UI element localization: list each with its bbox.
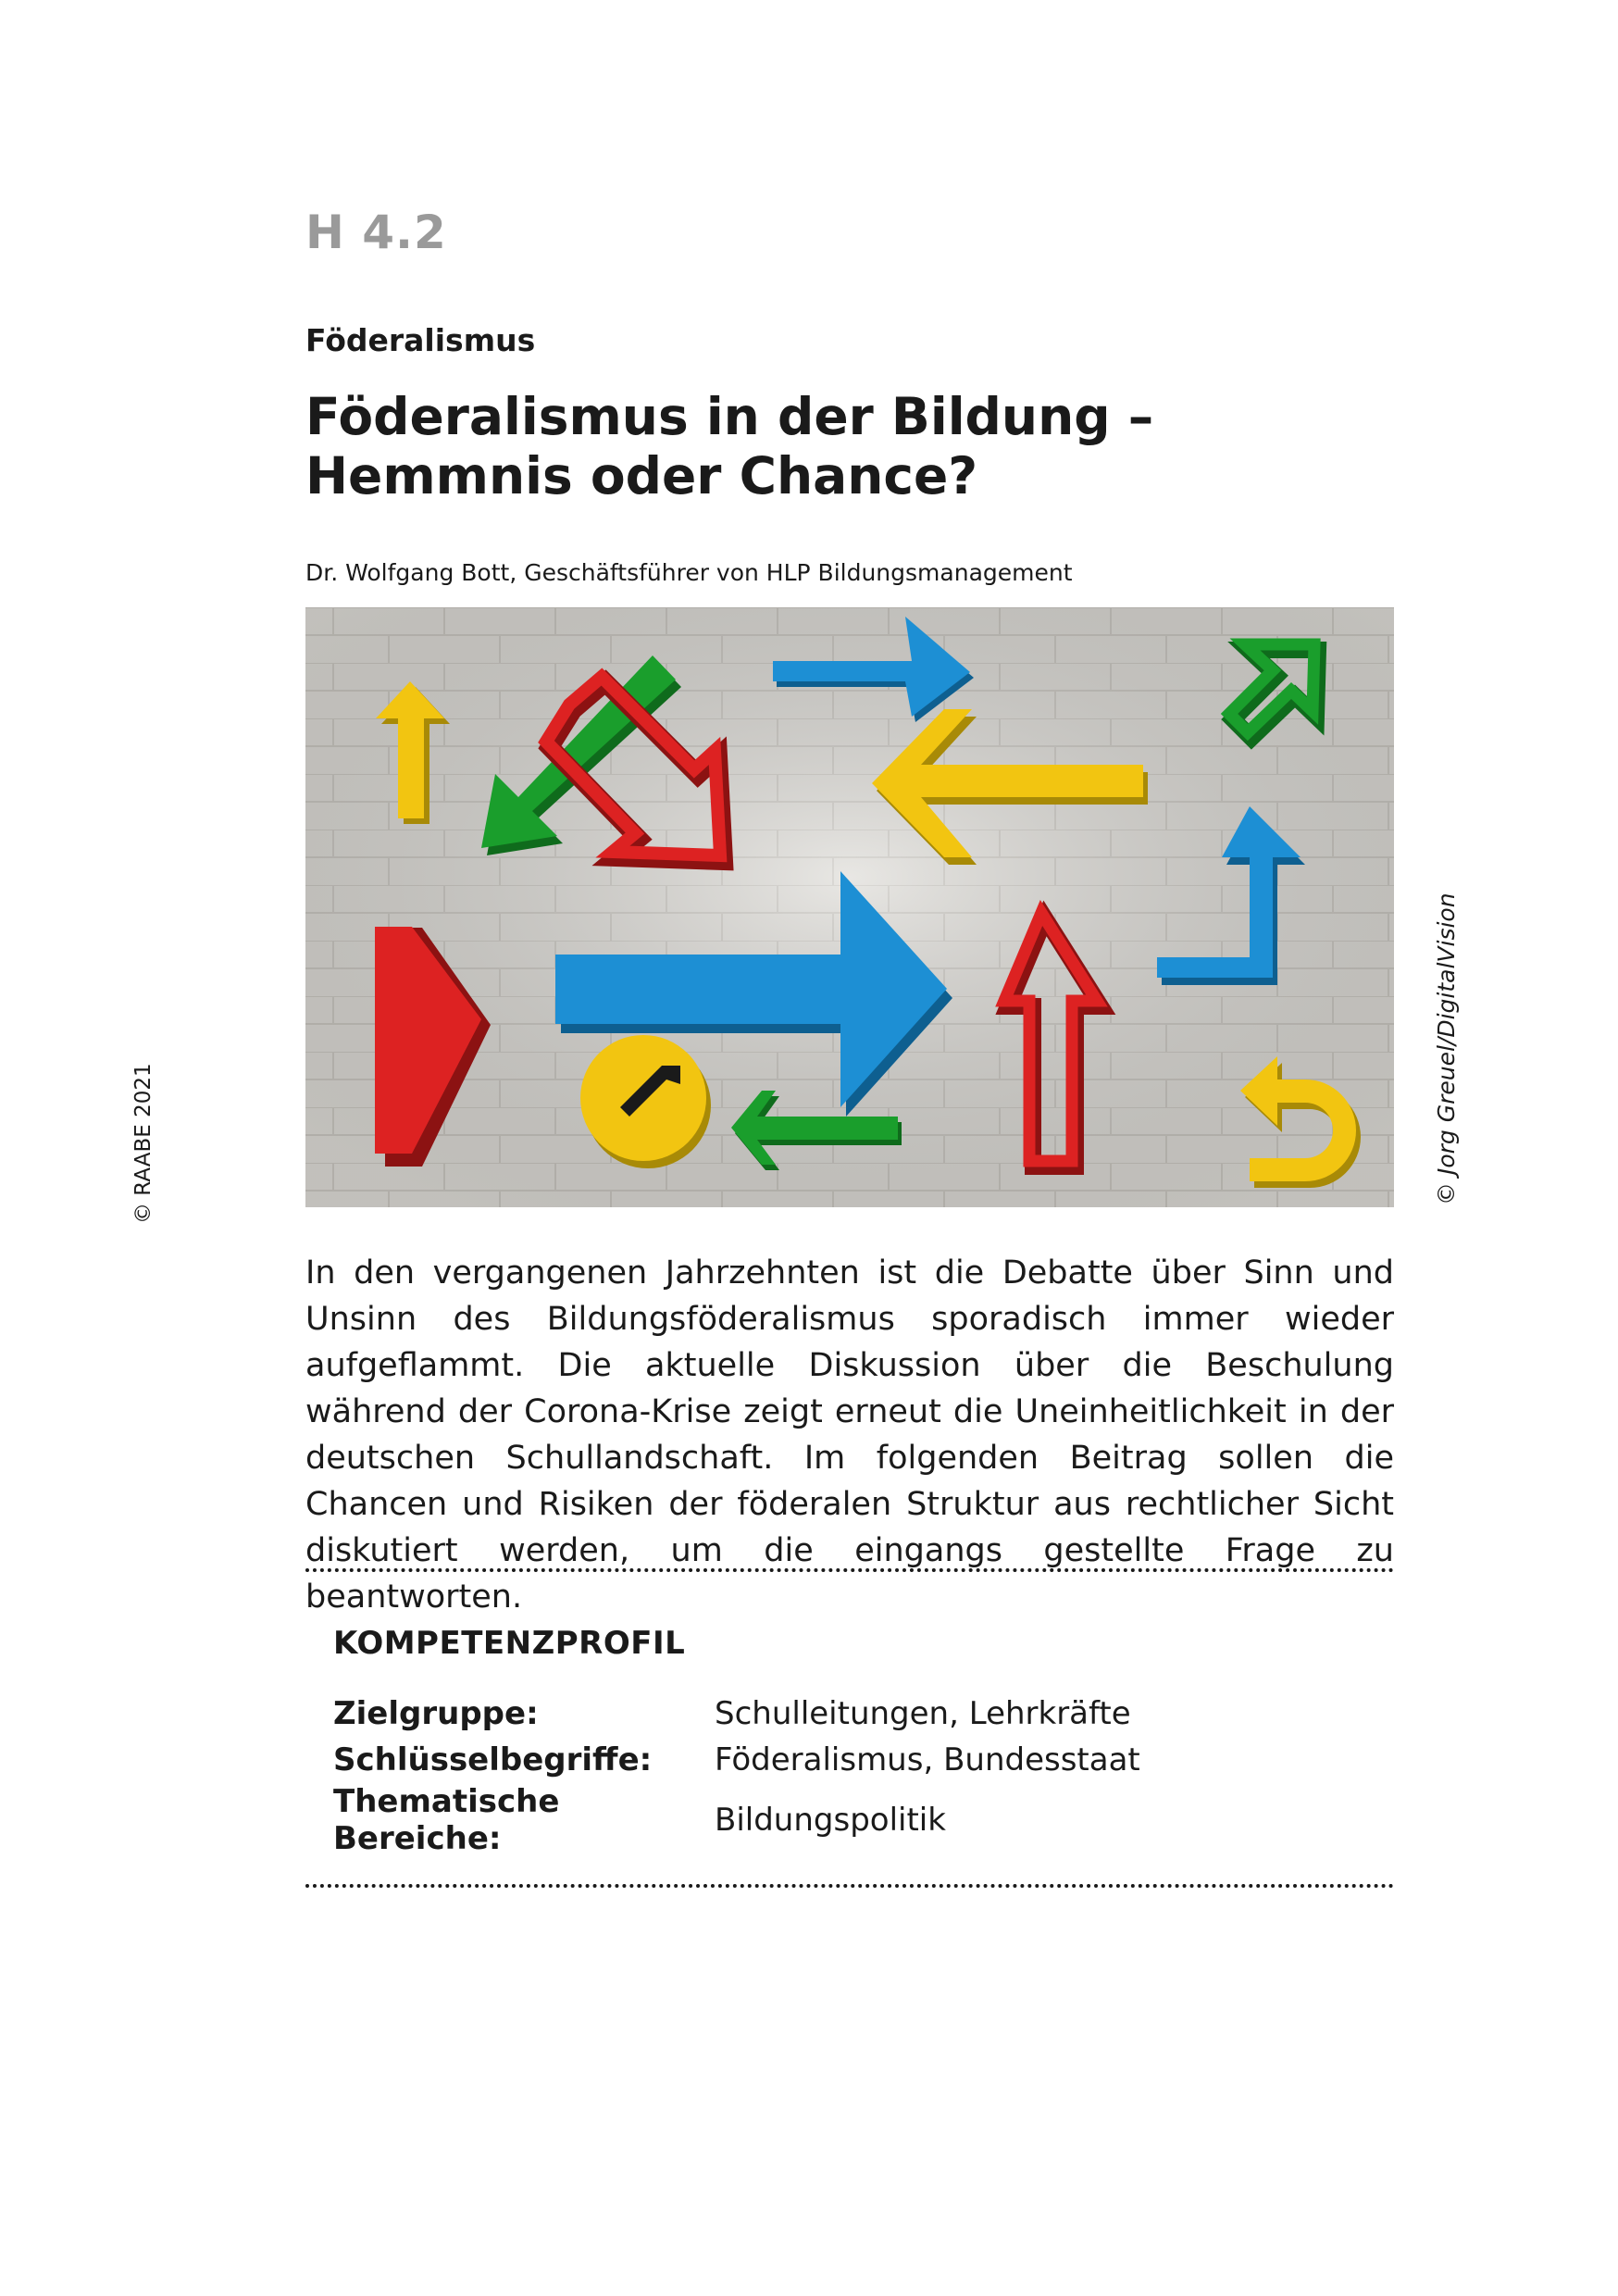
page-title: Föderalismus in der Bildung – Hemmnis oder Chance? (305, 387, 1154, 505)
author-line: Dr. Wolfgang Bott, Geschäftsführer von HLP Bildungsmanagement (305, 559, 1073, 586)
dotted-divider-top (305, 1568, 1394, 1572)
profile-row-keywords (333, 1737, 1140, 1783)
profile-row-topics (333, 1783, 1140, 1857)
dotted-divider-bottom (305, 1884, 1394, 1888)
profile-label: Thematische Bereiche: (333, 1783, 560, 1857)
profile-label: Zielgruppe: (333, 1695, 539, 1732)
section-code: H 4.2 (305, 206, 447, 259)
intro-paragraph: In den vergangenen Jahrzehnten ist die Debatte über Sinn und Unsinn des Bildungsföderalismus sporadisch immer wieder aufgeflammt. Die aktuelle Diskussion über die Beschulung während der Corona-Krise zeigt erneut die Uneinheitlichkeit in der deutschen Schullandschaft. Im folgenden Beitrag sollen die Chancen und Risiken der föderalen Struktur aus rechtlicher Sicht diskutiert werden, um die eingangs gestellte Frage zu beantworten. (305, 1254, 1394, 1616)
competence-profile-heading: KOMPETENZPROFIL (333, 1625, 686, 1662)
photo-credit: © Jorg Greuel/DigitalVision (1433, 892, 1460, 1205)
profile-value: Bildungspolitik (715, 1802, 946, 1839)
copyright-notice: © RAABE 2021 (131, 1063, 156, 1224)
profile-row-target-group (333, 1691, 1140, 1737)
competence-profile-table (333, 1691, 1140, 1857)
profile-label: Schlüsselbegriffe: (333, 1741, 653, 1778)
profile-value: Schulleitungen, Lehrkräfte (715, 1695, 1131, 1732)
category-label: Föderalismus (305, 322, 536, 358)
hero-image (305, 607, 1394, 1207)
profile-value: Föderalismus, Bundesstaat (715, 1741, 1140, 1778)
arrows-illustration (305, 607, 1394, 1207)
